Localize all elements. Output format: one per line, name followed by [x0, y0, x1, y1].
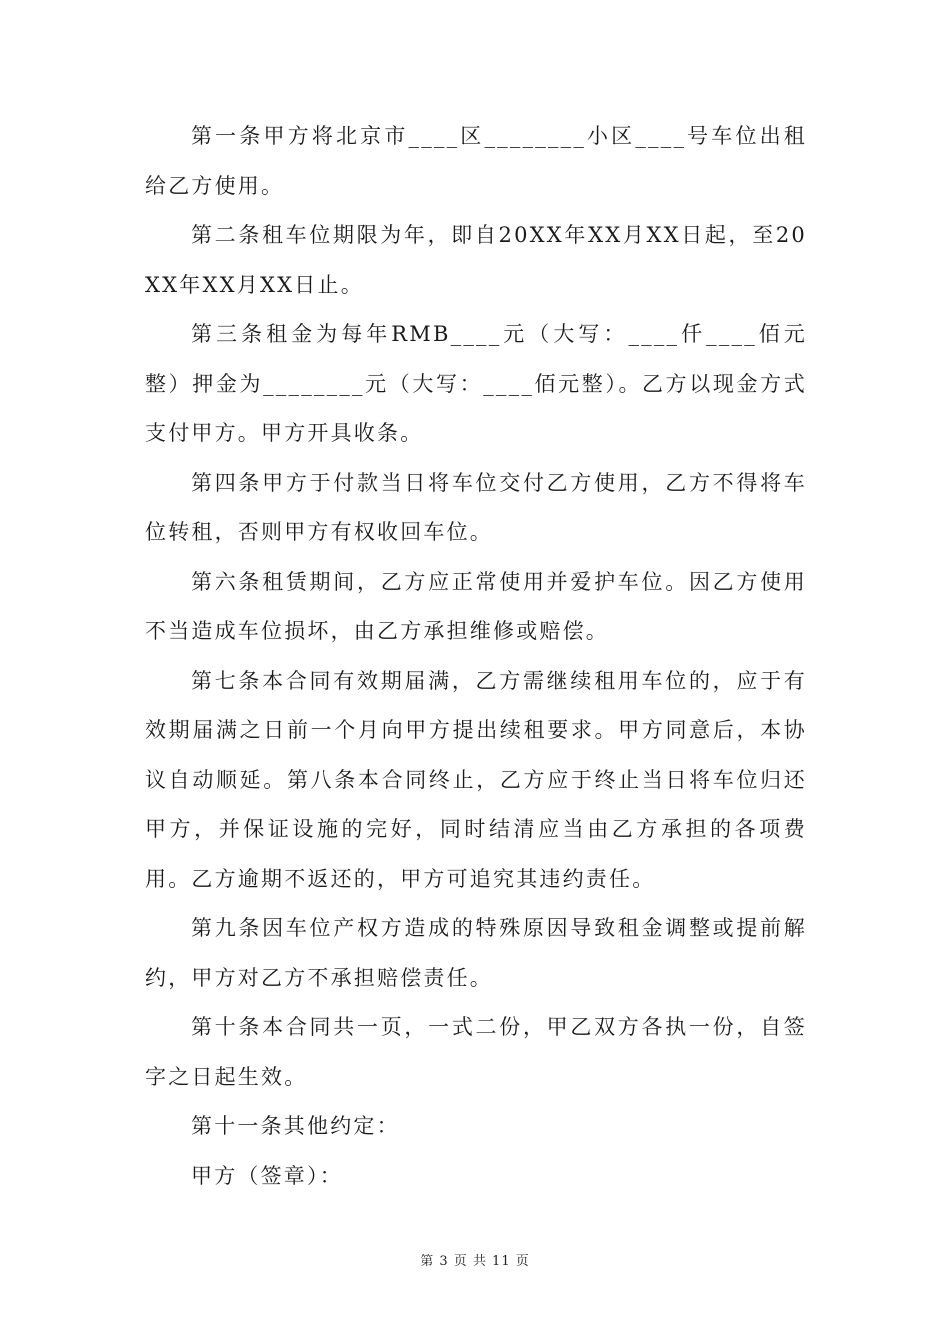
clause-3: 第三条租金为每年RMB____元（大写：____仟____佰元整）押金为________元（大写：____佰元整）。乙方以现金方式支付甲方。甲方开具收条。	[145, 322, 807, 445]
clause-7-8: 第七条本合同有效期届满，乙方需继续租用车位的，应于有效期届满之日前一个月向甲方提出续租要求。甲方同意后，本协议自动顺延。第八条本合同终止，乙方应于终止当日将车位归还甲方，并保证设施的完好，同时结清应当由乙方承担的各项费用。乙方逾期不返还的，甲方可追究其违约责任。	[145, 668, 807, 891]
party-a-signature: 甲方（签章）：	[191, 1163, 343, 1188]
clause-11: 第十一条其他约定：	[191, 1114, 400, 1138]
clause-9: 第九条因车位产权方造成的特殊原因导致租金调整或提前解约，甲方对乙方不承担赔偿责任。	[145, 916, 807, 990]
clause-6: 第六条租赁期间，乙方应正常使用并爱护车位。因乙方使用不当造成车位损坏，由乙方承担维修或赔偿。	[145, 569, 807, 643]
clause-4: 第四条甲方于付款当日将车位交付乙方使用，乙方不得将车位转租，否则甲方有权收回车位。	[145, 470, 807, 544]
page-number-footer: 第 3 页 共 11 页	[420, 1254, 530, 1269]
clause-1: 第一条甲方将北京市____区________小区____号车位出租给乙方使用。	[145, 124, 807, 198]
document-body	[145, 112, 807, 1201]
clause-2: 第二条租车位期限为年，即自20XX年XX月XX日起，至20XX年XX月XX日止。	[145, 223, 807, 297]
clause-10: 第十条本合同共一页，一式二份，甲乙双方各执一份，自签字之日起生效。	[145, 1015, 807, 1089]
